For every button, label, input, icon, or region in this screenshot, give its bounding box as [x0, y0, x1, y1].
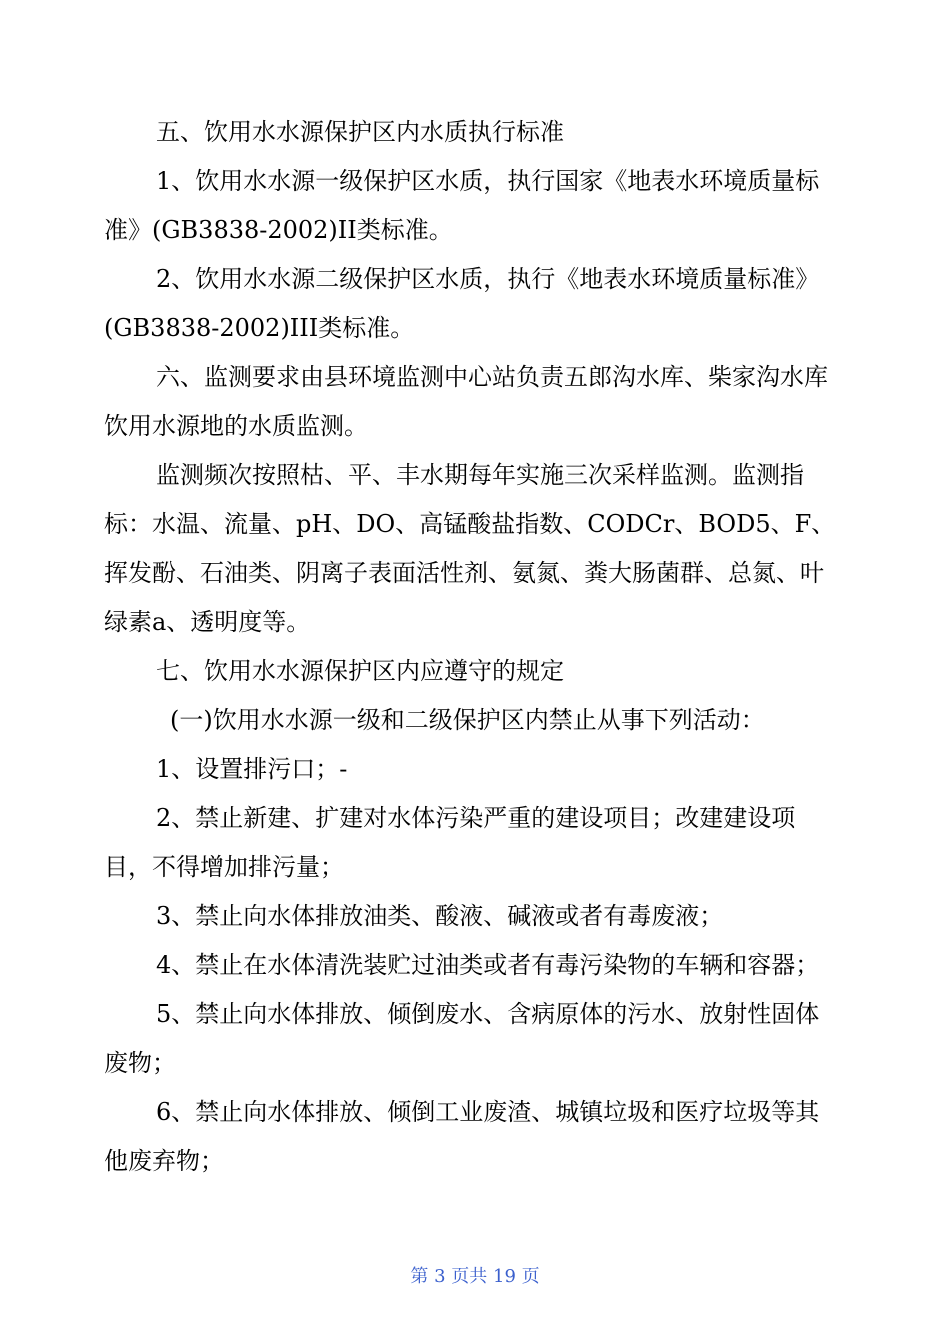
section-heading-5: 五、饮用水水源保护区内水质执行标准: [156, 118, 564, 146]
list-item-3: 3、禁止向水体排放油类、酸液、碱液或者有毒废液；: [156, 902, 724, 930]
paragraph-5-1: 1、饮用水水源一级保护区水质，执行国家《地表水环境质量标准》(GB3838-2002)II类标准。: [104, 167, 820, 244]
paragraph-5-2: 2、饮用水水源二级保护区水质，执行《地表水环境质量标准》(GB3838-2002)III类标准。: [104, 265, 820, 342]
list-item-2: 2、禁止新建、扩建对水体污染严重的建设项目；改建建设项目，不得增加排污量；: [104, 804, 796, 881]
document-body: [104, 108, 840, 1186]
subsection-heading-7-1: (一)饮用水水源一级和二级保护区内禁止从事下列活动：: [170, 706, 765, 734]
paragraph-monitoring: 监测频次按照枯、平、丰水期每年实施三次采样监测。监测指标：水温、流量、pH、DO、高锰酸盐指数、CODCr、BOD5、F、挥发酚、石油类、阴离子表面活性剂、氨氮、粪大肠菌群、总氮、叶绿素a、透明度等。: [104, 461, 836, 636]
list-item-6: 6、禁止向水体排放、倾倒工业废渣、城镇垃圾和医疗垃圾等其他废弃物；: [104, 1098, 820, 1175]
list-item-5: 5、禁止向水体排放、倾倒废水、含病原体的污水、放射性固体废物；: [104, 1000, 820, 1077]
list-item-1: 1、设置排污口；-: [156, 755, 348, 783]
section-heading-7: 七、饮用水水源保护区内应遵守的规定: [156, 657, 564, 685]
list-item-4: 4、禁止在水体清洗装贮过油类或者有毒污染物的车辆和容器；: [156, 951, 820, 979]
page-number-footer: 第 3 页共 19 页: [410, 1266, 540, 1287]
section-heading-6: 六、监测要求由县环境监测中心站负责五郎沟水库、柴家沟水库饮用水源地的水质监测。: [104, 363, 828, 440]
